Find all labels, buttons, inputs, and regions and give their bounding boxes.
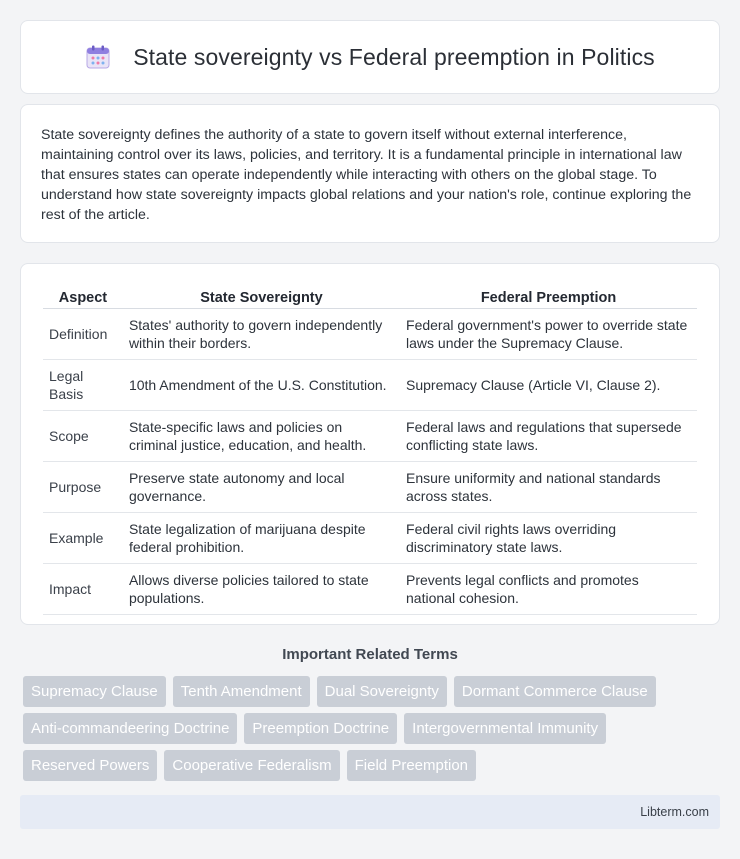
header-aspect: Aspect bbox=[43, 284, 123, 309]
tag-tenth-amendment[interactable]: Tenth Amendment bbox=[173, 676, 310, 707]
title-wrap bbox=[85, 44, 655, 71]
related-terms-list bbox=[23, 676, 723, 787]
table-row bbox=[43, 360, 697, 411]
tag-dormant-commerce-clause[interactable]: Dormant Commerce Clause bbox=[454, 676, 656, 707]
comparison-table-card bbox=[20, 263, 720, 625]
table-row bbox=[43, 513, 697, 564]
row-aspect: Scope bbox=[43, 411, 123, 462]
intro-card bbox=[20, 104, 720, 243]
header-federal-preemption: Federal Preemption bbox=[400, 284, 697, 309]
tag-anti-commandeering-doctrine[interactable]: Anti-commandeering Doctrine bbox=[23, 713, 237, 744]
table-row bbox=[43, 411, 697, 462]
tag-preemption-doctrine[interactable]: Preemption Doctrine bbox=[244, 713, 397, 744]
row-federal-preemption: Ensure uniformity and national standards across states. bbox=[400, 462, 697, 513]
tag-cooperative-federalism[interactable]: Cooperative Federalism bbox=[164, 750, 339, 781]
row-state-sovereignty: States' authority to govern independently within their borders. bbox=[123, 309, 400, 360]
row-federal-preemption: Federal government's power to override state laws under the Supremacy Clause. bbox=[400, 309, 697, 360]
calendar-icon bbox=[85, 44, 111, 70]
row-state-sovereignty: 10th Amendment of the U.S. Constitution. bbox=[123, 360, 400, 411]
row-aspect: Purpose bbox=[43, 462, 123, 513]
row-aspect: Impact bbox=[43, 564, 123, 615]
row-state-sovereignty: State-specific laws and policies on criminal justice, education, and health. bbox=[123, 411, 400, 462]
title-card bbox=[20, 20, 720, 94]
row-federal-preemption: Federal civil rights laws overriding discriminatory state laws. bbox=[400, 513, 697, 564]
intro-text: State sovereignty defines the authority of a state to govern itself without external interference, maintaining control over its laws, policies, and territory. It is a fundamental principle in international law that ensures states can operate independently while interacting with others on the global stage. To understand how state sovereignty impacts global relations and your nation's role, continue exploring the rest of the article. bbox=[41, 127, 692, 223]
tag-intergovernmental-immunity[interactable]: Intergovernmental Immunity bbox=[404, 713, 606, 744]
row-state-sovereignty: Allows diverse policies tailored to state populations. bbox=[123, 564, 400, 615]
row-federal-preemption: Federal laws and regulations that supersede conflicting state laws. bbox=[400, 411, 697, 462]
page-title: State sovereignty vs Federal preemption in Politics bbox=[133, 43, 655, 70]
footer bbox=[20, 795, 720, 829]
comparison-table bbox=[43, 284, 697, 615]
row-federal-preemption: Prevents legal conflicts and promotes national cohesion. bbox=[400, 564, 697, 615]
row-aspect: Definition bbox=[43, 309, 123, 360]
table-row bbox=[43, 564, 697, 615]
tag-reserved-powers[interactable]: Reserved Powers bbox=[23, 750, 157, 781]
row-aspect: Legal Basis bbox=[43, 360, 123, 411]
table-row bbox=[43, 309, 697, 360]
row-state-sovereignty: Preserve state autonomy and local governance. bbox=[123, 462, 400, 513]
tag-supremacy-clause[interactable]: Supremacy Clause bbox=[23, 676, 166, 707]
tag-field-preemption[interactable]: Field Preemption bbox=[347, 750, 476, 781]
related-terms-heading: Important Related Terms bbox=[282, 646, 458, 663]
table-row bbox=[43, 462, 697, 513]
row-state-sovereignty: State legalization of marijuana despite federal prohibition. bbox=[123, 513, 400, 564]
header-state-sovereignty: State Sovereignty bbox=[123, 284, 400, 309]
row-federal-preemption: Supremacy Clause (Article VI, Clause 2). bbox=[400, 360, 697, 411]
tag-dual-sovereignty[interactable]: Dual Sovereignty bbox=[317, 676, 447, 707]
footer-site-link[interactable]: Libterm.com bbox=[640, 805, 709, 819]
table-header-row bbox=[43, 284, 697, 309]
row-aspect: Example bbox=[43, 513, 123, 564]
